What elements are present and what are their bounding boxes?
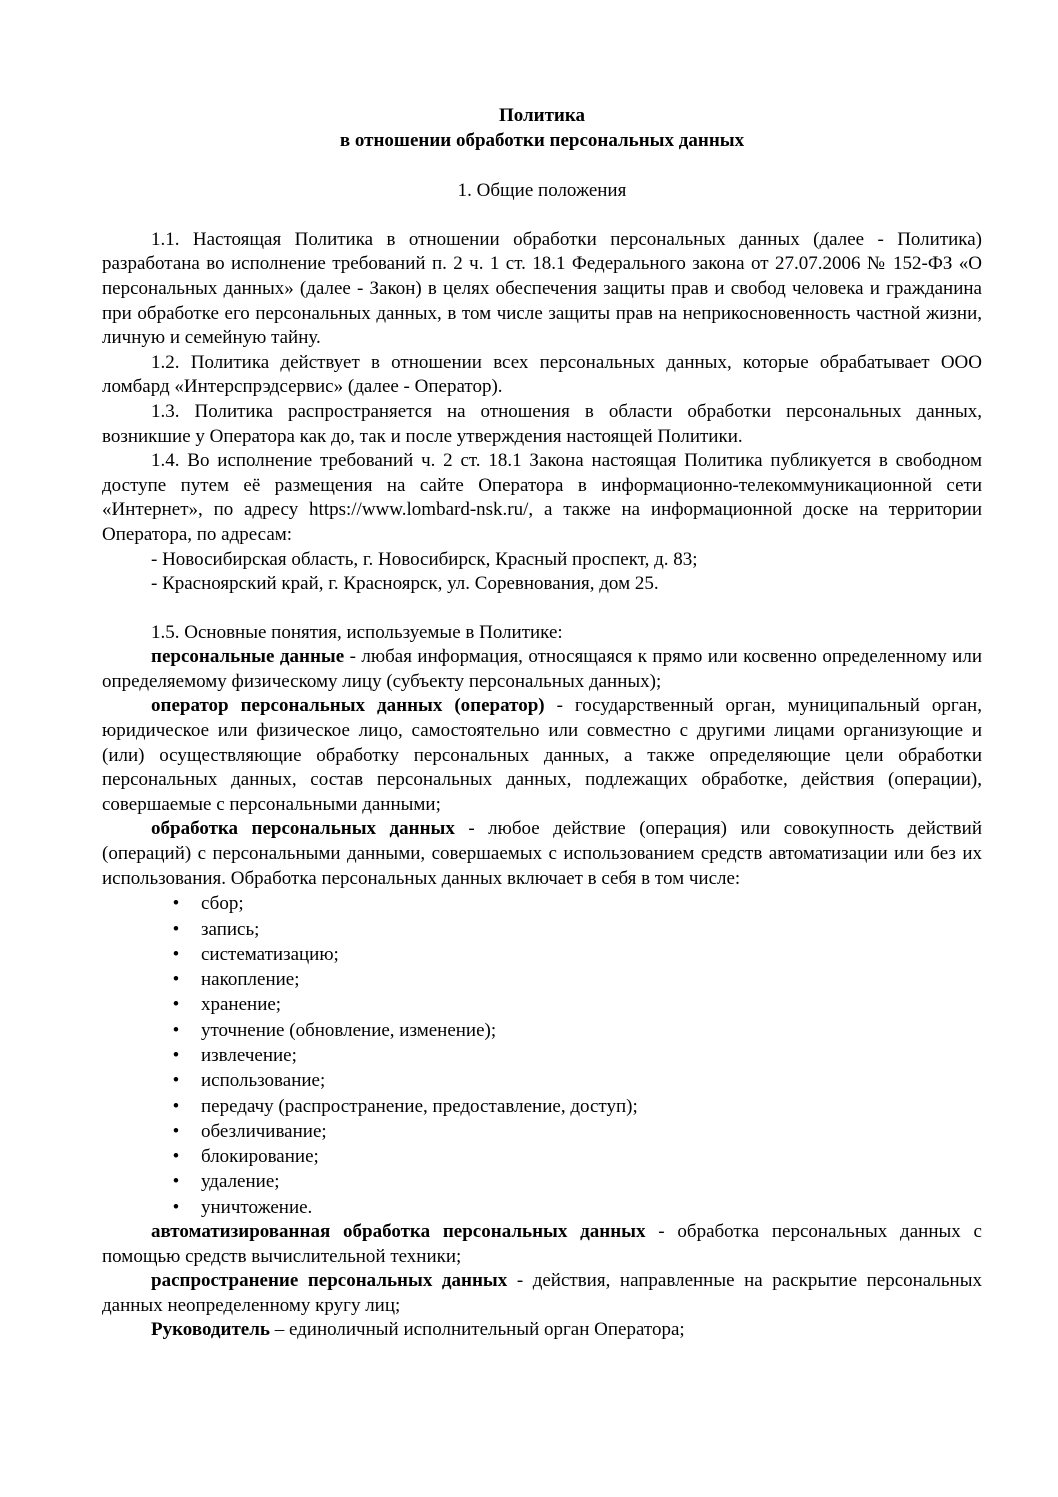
bullet-icon: • <box>172 1196 180 1218</box>
list-item-text: обезличивание; <box>201 1120 327 1142</box>
list-item <box>170 1094 982 1119</box>
list-item-text: систематизацию; <box>201 943 339 965</box>
list-item <box>170 942 982 967</box>
definition-term: автоматизированная обработка персональных данных <box>151 1221 646 1243</box>
definition-dissemination <box>102 1269 982 1318</box>
list-item-text: извлечение; <box>201 1045 297 1066</box>
bullet-icon: • <box>172 1045 180 1066</box>
list-item-text: блокирование; <box>201 1146 319 1168</box>
bullet-icon: • <box>172 918 180 940</box>
bullet-icon: • <box>172 969 180 991</box>
definition-text: - любая информация, относящаяся к прямо или косвенно определенному или определяемому физическому лицу (субъекту персональных данных); <box>102 646 983 692</box>
list-item-text: накопление; <box>201 969 300 991</box>
bullet-icon: • <box>172 1019 180 1041</box>
definition-processing <box>102 817 982 891</box>
list-item <box>170 891 982 916</box>
list-item <box>170 1018 982 1043</box>
bullet-icon: • <box>172 1095 180 1117</box>
section-heading-general-provisions: 1. Общие положения <box>457 180 627 202</box>
paragraph-1-5: 1.5. Основные понятия, используемые в Политике: <box>151 621 563 643</box>
definition-text: – единоличный исполнительный орган Оператора; <box>269 1319 685 1341</box>
document-title-line2: в отношении обработки персональных данных <box>339 129 745 151</box>
document-title-line1: Политика <box>498 105 586 126</box>
definition-text: - действия, направленные на раскрытие персональных данных неопределенному кругу лиц; <box>102 1270 982 1316</box>
bullet-icon: • <box>172 1146 180 1168</box>
definition-head <box>102 1318 982 1343</box>
bullet-icon: • <box>172 1070 180 1092</box>
spacer <box>102 153 982 179</box>
paragraph-1-4: 1.4. Во исполнение требований ч. 2 ст. 18.1 Закона настоящая Политика публикуется в свободном доступе путем её размещения на сайте Оператора в информационно-телекоммуникационной сети «Интернет», по адресу https://www.lombard-nsk.ru/, а также на информационной доске на территории Оператора, по адресам: <box>102 450 982 545</box>
address-krasnoyarsk: - Красноярский край, г. Красноярск, ул. Соревнования, дом 25. <box>151 573 659 595</box>
list-item <box>170 1043 982 1068</box>
paragraph-1-1: 1.1. Настоящая Политика в отношении обработки персональных данных (далее - Политика) разработана во исполнение требований п. 2 ч. 1 ст. 18.1 Федерального закона от 27.07.2006 № 152-ФЗ «О персональных данных» (далее - Закон) в целях обеспечения защиты прав и свобод человека и гражданина при обработке его персональных данных, в том числе защиты прав на неприкосновенность частной жизни, личную и семейную тайну. <box>102 228 982 349</box>
list-item-text: передачу (распространение, предоставление, доступ); <box>201 1095 638 1117</box>
address-novosibirsk: - Новосибирская область, г. Новосибирск, Красный проспект, д. 83; <box>151 548 698 570</box>
bullet-icon: • <box>172 943 180 965</box>
list-item <box>170 1195 982 1220</box>
bullet-icon: • <box>172 994 180 1016</box>
list-item <box>170 1068 982 1093</box>
definition-term: оператор персональных данных (оператор) <box>151 695 545 717</box>
list-item-text: хранение; <box>201 994 282 1016</box>
definition-term: обработка персональных данных <box>151 818 455 840</box>
definition-term: персональные данные <box>151 646 345 668</box>
processing-actions-list <box>102 891 982 1220</box>
definition-text: - обработка персональных данных с помощью средств вычислительной техники; <box>102 1221 982 1267</box>
list-item-text: сбор; <box>201 893 244 915</box>
list-item-text: использование; <box>201 1070 326 1092</box>
list-item-text: запись; <box>201 918 260 940</box>
list-item-text: уточнение (обновление, изменение); <box>201 1019 497 1041</box>
bullet-icon: • <box>172 893 180 915</box>
definition-automated-processing <box>102 1220 982 1269</box>
definition-term: Руководитель <box>151 1319 270 1341</box>
list-item <box>170 992 982 1017</box>
list-item <box>170 1144 982 1169</box>
bullet-icon: • <box>172 1171 180 1193</box>
paragraph-1-3: 1.3. Политика распространяется на отношения в области обработки персональных данных, возникшие у Оператора как до, так и после утверждения настоящей Политики. <box>102 400 982 447</box>
list-item <box>170 917 982 942</box>
paragraph-1-2: 1.2. Политика действует в отношении всех персональных данных, которые обрабатывает ООО ломбард «Интерспрэдсервис» (далее - Оператор). <box>102 351 982 398</box>
definition-text: - государственный орган, муниципальный орган, юридическое или физическое лицо, самостоятельно или совместно с другими лицами организующие и (или) осуществляющие обработку персональных данных, а также определяющие цели обработки персональных данных, состав персональных данных, подлежащих обработке, действия (операции), совершаемые с персональными данными; <box>102 695 982 815</box>
list-item <box>170 1169 982 1194</box>
definition-term: распространение персональных данных <box>151 1270 508 1292</box>
list-item <box>170 1119 982 1144</box>
spacer <box>102 204 982 228</box>
list-item <box>170 967 982 992</box>
definition-personal-data <box>102 645 982 694</box>
list-item-text: удаление; <box>201 1171 280 1193</box>
bullet-icon: • <box>172 1120 180 1142</box>
list-item-text: уничтожение. <box>201 1196 313 1218</box>
spacer <box>102 597 982 621</box>
definition-text: - любое действие (операция) или совокупность действий (операций) с персональными данными, совершаемых с использованием средств автоматизации или без их использования. Обработка персональных данных включает в себя в том числе: <box>102 818 982 889</box>
definition-operator <box>102 694 982 817</box>
